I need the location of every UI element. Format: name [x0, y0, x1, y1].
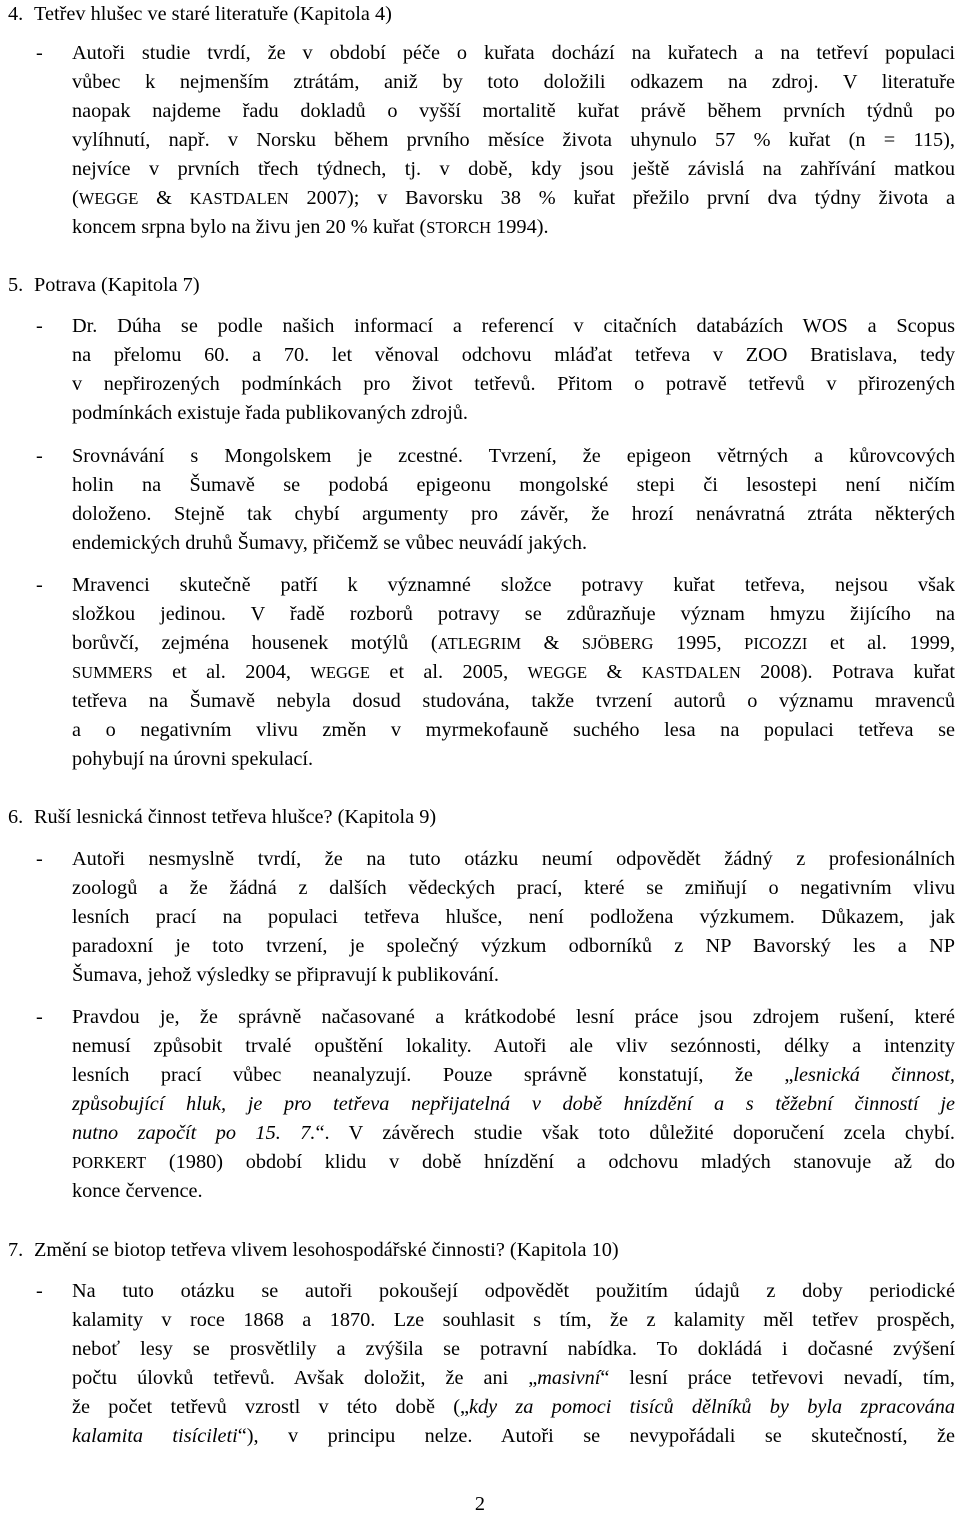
author-name: PICOZZI: [744, 634, 808, 653]
author-name: PORKERT: [72, 1153, 147, 1172]
section-title: Změní se biotop tetřeva vlivem lesohospodářské činnosti? (Kapitola 10): [34, 1239, 619, 1261]
paragraph-body: [72, 312, 955, 428]
page-number: 2: [474, 1493, 486, 1515]
text-line: Na tuto otázku se autoři pokoušejí odpovědět použitím údajů z doby periodické: [72, 1280, 955, 1302]
section-number: 5.: [8, 274, 24, 296]
text-line: SUMMERS et al. 2004, WEGGE et al. 2005, WEGGE & KASTDALEN 2008). Potrava kuřat: [72, 661, 955, 683]
bullet-dash: -: [36, 574, 43, 596]
text-line: holin na Šumavě se podobá epigeonu mongolské stepi či lesostepi není ničím: [72, 474, 955, 496]
text-line: paradoxní je toto tvrzení, je společný výzkum odborníků z NP Bavorský les a NP: [72, 935, 955, 957]
section-number: 4.: [8, 3, 24, 25]
author-name: KASTDALEN: [189, 189, 289, 208]
bullet-dash: -: [36, 1280, 43, 1302]
text-line: konce července.: [72, 1180, 203, 1202]
author-name: SJÖBERG: [581, 634, 654, 653]
paragraph-body: [72, 571, 955, 774]
text-line: neboť lesy se prosvětlily a zvýšila se potravní nabídka. To dokládá i dočasné zvýšení: [72, 1338, 955, 1360]
text-line: doloženo. Stejně tak chybí argumenty pro závěr, že hrozí nenávratná ztráta některých: [72, 503, 955, 525]
text-line: zoologů a že žádná z dalších vědeckých prací, které se zmiňují o negativním vlivu: [72, 877, 955, 899]
text-line: vylíhnutí, např. v Norsku během prvního měsíce života uhynulo 57 % kuřat (n = 115),: [72, 129, 955, 151]
text-line: kalamita tisícileti“), v principu nelze. Autoři se nevypořádali se skutečností, že: [72, 1425, 955, 1447]
quoted-italic: kdy za pomoci tisíců dělníků by byla zpracována: [468, 1396, 956, 1418]
paragraph-body: [72, 845, 955, 990]
text-line: Pravdou je, že správně načasované a krátkodobé lesní práce jsou zdrojem rušení, které: [72, 1006, 955, 1028]
text-line: počtu úlovků tetřevů. Avšak doložit, že ani „masivní“ lesní práce tetřevovi nevadí, tím,: [72, 1367, 955, 1389]
bullet-dash: -: [36, 315, 43, 337]
text-line: složkou jedinou. V řadě rozborů potravy se zdůrazňuje význam hmyzu žijícího na: [72, 603, 955, 625]
text-line: kalamity v roce 1868 a 1870. Lze souhlasit s tím, že z kalamity měl tetřev prospěch,: [72, 1309, 955, 1331]
section-title: Tetřev hlušec ve staré literatuře (Kapitola 4): [34, 3, 392, 25]
text-line: Autoři nesmyslně tvrdí, že na tuto otázku neumí odpovědět žádný z profesionálních: [72, 848, 955, 870]
text-line: Autoři studie tvrdí, že v období péče o kuřata dochází na kuřatech a na tetřeví populaci: [72, 42, 955, 64]
text-line: lesních prací vůbec neanalyzují. Pouze správně konstatují, že „lesnická činnost,: [72, 1064, 955, 1086]
text-line: Srovnávání s Mongolskem je zcestné. Tvrzení, že epigeon větrných a kůrovcových: [72, 445, 955, 467]
text-line: Šumava, jehož výsledky se připravují k publikování.: [72, 964, 499, 986]
quoted-italic: lesnická činnost,: [793, 1064, 955, 1086]
text-line: koncem srpna bylo na živu jen 20 % kuřat (STORCH 1994).: [72, 216, 549, 238]
author-name: KASTDALEN: [641, 663, 741, 682]
paragraph-body: [72, 1277, 955, 1451]
text-line: naopak najdeme řadu dokladů o vyšší mortalitě kuřat právě během prvních týdnů po: [72, 100, 955, 122]
section-title: Potrava (Kapitola 7): [34, 274, 200, 296]
text-line: a o negativním vlivu změn v myrmekofauně suchého lesa na populaci tetřeva se: [72, 719, 955, 741]
text-line: endemických druhů Šumavy, přičemž se vůbec neuvádí jakých.: [72, 532, 588, 554]
text-line: v nepřirozených podmínkách pro život tetřevů. Přitom o potravě tetřevů v přirozených: [72, 373, 955, 395]
text-line: že počet tetřevů vzrostl v této době („kdy za pomoci tisíců dělníků by byla zpracována: [72, 1396, 956, 1418]
author-name: ATLEGRIM: [437, 634, 522, 653]
text-line: na přelomu 60. a 70. let věnoval odchovu mláďat tetřeva v ZOO Bratislava, tedy: [72, 344, 955, 366]
text-line: vůbec k nejmenším ztrátám, aniž by toto doložili odkazem na zdroj. V literatuře: [72, 71, 955, 93]
section-title: Ruší lesnická činnost tetřeva hlušce? (Kapitola 9): [34, 806, 437, 828]
quoted-italic: nutno započít po 15. 7.: [72, 1122, 316, 1144]
section-heading: [8, 803, 436, 832]
text-line: nejvíce v prvních třech týdnech, tj. v době, kdy jsou ještě závislá na zahřívání matkou: [72, 158, 955, 180]
bullet-dash: -: [36, 848, 43, 870]
text-line: lesních prací na populaci tetřeva hlušce, není podložena výzkumem. Důkazem, jak: [72, 906, 955, 928]
author-name: WEGGE: [310, 663, 370, 682]
text-line: (WEGGE & KASTDALEN 2007); v Bavorsku 38 % kuřat přežilo první dva týdny života a: [72, 187, 955, 209]
bullet-dash: -: [36, 445, 43, 467]
text-line: nutno započít po 15. 7.“. V závěrech studie však toto důležité doporučení zcela chybí.: [72, 1122, 955, 1144]
author-name: STORCH: [426, 218, 492, 237]
text-line: tetřeva na Šumavě nebyla dosud studována, takže tvrzení autorů o významu mravenců: [72, 690, 955, 712]
text-line: podmínkách existuje řada publikovaných zdrojů.: [72, 402, 468, 424]
section-heading: [8, 0, 392, 29]
quoted-italic: kalamita tisícileti: [72, 1425, 238, 1447]
section-heading: [8, 271, 200, 300]
text-line: Dr. Dúha se podle našich informací a referencí v citačních databázích WOS a Scopus: [72, 315, 955, 337]
section-number: 6.: [8, 806, 24, 828]
bullet-dash: -: [36, 1006, 43, 1028]
paragraph-body: [72, 1003, 955, 1206]
text-line: PORKERT (1980) období klidu v době hnízdění a odchovu mladých stanovuje až do: [72, 1151, 955, 1173]
section-heading: [8, 1236, 619, 1265]
text-line: způsobující hluk, je pro tetřeva nepřijatelná v době hnízdění a s těžební činností je: [72, 1093, 955, 1115]
bullet-dash: -: [36, 42, 43, 64]
text-line: pohybují na úrovni spekulací.: [72, 748, 314, 770]
text-line: Mravenci skutečně patří k významné složce potravy kuřat tetřeva, nejsou však: [72, 574, 955, 596]
section-number: 7.: [8, 1239, 24, 1261]
author-name: SUMMERS: [72, 663, 153, 682]
text-line: nemusí způsobit trvalé opuštění lokality. Autoři ale vliv sezónnosti, délky a intenzity: [72, 1035, 955, 1057]
paragraph-body: [72, 442, 955, 558]
author-name: WEGGE: [527, 663, 588, 682]
text-line: borůvčí, zejména housenek motýlů (ATLEGRIM & SJÖBERG 1995, PICOZZI et al. 1999,: [72, 632, 956, 654]
paragraph-body: [72, 39, 955, 242]
quoted-italic: masivní: [537, 1367, 601, 1389]
author-name: WEGGE: [78, 189, 139, 208]
